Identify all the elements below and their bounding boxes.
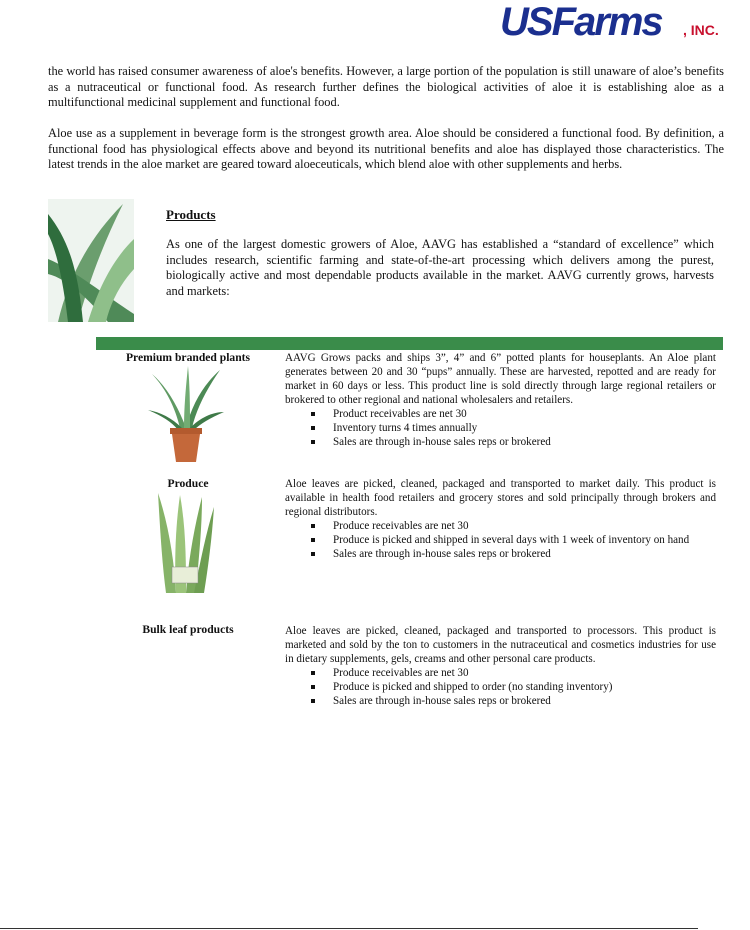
product-desc-bulk-leaf: [285, 624, 716, 708]
intro-paragraph-2: Aloe use as a supplement in beverage form is the strongest growth area. Aloe should be considered a functional food. By definition, a functional food has physiological effects above and beyond its nutritional benefits and aloe has displayed those characteristics. The latest trends in the aloe market are geared toward aloeceuticals, which blend aloe with other supplements and herbs.: [48, 126, 724, 172]
product-label-bulk-leaf: Bulk leaf products: [142, 623, 234, 636]
bullet-item: Sales are through in-house sales reps or brokered: [285, 435, 716, 449]
bullet-list: [285, 666, 716, 708]
bullet-item: Inventory turns 4 times annually: [285, 421, 716, 435]
bullet-list: [285, 519, 716, 561]
product-desc-produce: [285, 477, 716, 561]
product-label-produce: Produce: [167, 477, 209, 490]
potted-aloe-image: [148, 366, 224, 464]
bullet-item: Produce is picked and shipped in several days with 1 week of inventory on hand: [285, 533, 716, 547]
logo-suffix: , INC.: [683, 22, 719, 38]
products-heading: Products: [166, 207, 216, 222]
product-label-premium-plants: Premium branded plants: [125, 351, 251, 364]
bullet-item: Produce receivables are net 30: [285, 519, 716, 533]
product-desc-premium-plants: [285, 351, 716, 449]
packaged-aloe-leaves-image: [158, 493, 214, 595]
footer-rule: [0, 928, 698, 929]
section-divider-bar: [96, 337, 723, 350]
intro-paragraph-1: the world has raised consumer awareness of aloe's benefits. However, a large portion of the population is still unaware of aloe’s benefits as a nutraceutical or functional food. As research further defines the biological activities of aloe it is establishing aloe as a multifunctional medicinal supplement and functional food.: [48, 64, 724, 110]
bullet-item: Product receivables are net 30: [285, 407, 716, 421]
aloe-leaves-photo: [48, 199, 134, 322]
bullet-item: Sales are through in-house sales reps or brokered: [285, 547, 716, 561]
bullet-item: Sales are through in-house sales reps or brokered: [285, 694, 716, 708]
us-farms-logo: [500, 2, 725, 42]
bullet-list: [285, 407, 716, 449]
product-desc-text: Aloe leaves are picked, cleaned, packaged and transported to processors. This product is marketed and sold by the ton to customers in the nutraceutical and cosmetics industries for use in dietary supplements, gels, creams and other personal care products.: [285, 625, 716, 665]
product-desc-text: AAVG Grows packs and ships 3”, 4” and 6” potted plants for houseplants. An Aloe plant generates between 20 and 30 “pups” annually. These are harvested, repotted and are ready for market in 60 days or less. This product line is sold directly through large regional retailers or brokered to other regional and national wholesalers and retailers.: [285, 352, 716, 406]
product-desc-text: Aloe leaves are picked, cleaned, packaged and transported to market daily. This product is available in health food retailers and grocery stores and sold principally through brokers and regional distributors.: [285, 478, 716, 518]
logo-wordmark: USFarms: [500, 2, 662, 42]
bullet-item: Produce receivables are net 30: [285, 666, 716, 680]
products-intro: As one of the largest domestic growers of Aloe, AAVG has established a “standard of excellence” which includes research, scientific farming and state-of-the-art processing which delivers among the purest, biologically active and most dependable products available in the market. AAVG currently grows, harvests and markets:: [166, 237, 714, 298]
bullet-item: Produce is picked and shipped to order (no standing inventory): [285, 680, 716, 694]
